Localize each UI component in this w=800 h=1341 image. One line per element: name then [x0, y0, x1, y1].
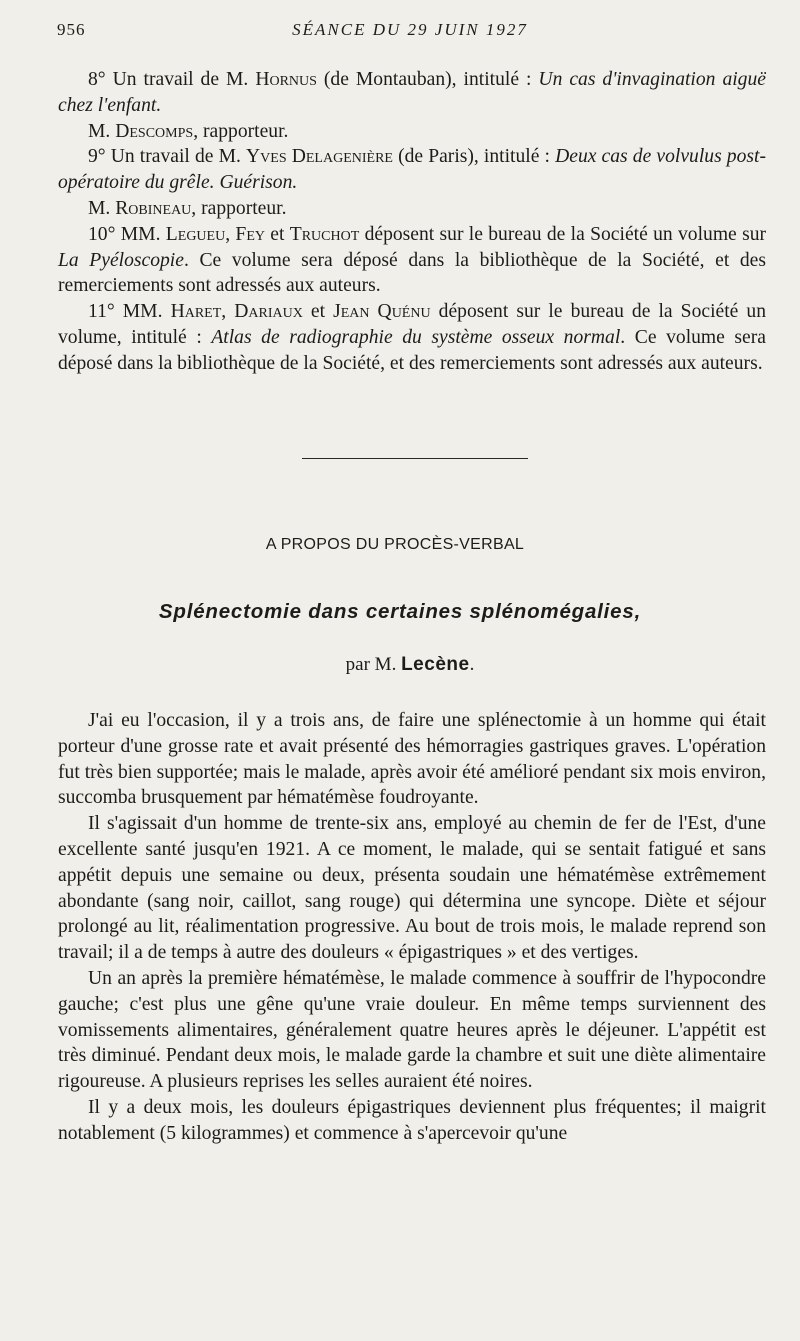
item-9-rapporteur: M. Robineau, rapporteur. [88, 197, 287, 219]
section-divider [302, 458, 528, 459]
byline: par M. Lecène. [345, 654, 475, 675]
item-8-rapporteur: M. Descomps, rapporteur. [88, 120, 289, 142]
section-heading: A PROPOS DU PROCÈS-VERBAL [265, 536, 525, 553]
item-10: 10° MM. Legueu, Fey et Truchot déposent sur le bureau de la Société un volume sur La Pyéloscopie. Ce volume sera déposé dans la bibliothèque de la Société, et des remerciements sont adressés aux auteurs. [58, 223, 767, 297]
running-title: SÉANCE DU 29 JUIN 1927 [292, 20, 528, 39]
running-head [57, 20, 763, 44]
item-8: 8° Un travail de M. Hornus (de Montauban), intitulé : Un cas d'invagination aiguë chez l'enfant. [58, 69, 766, 116]
body-paragraph: Il s'agissait d'un homme de trente-six ans, employé au chemin de fer de l'Est, d'une excellente santé jusqu'en 1921. A ce moment, le malade, qui se sentait fatigué et sans appétit depuis une semaine ou deux, présenta soudain une hématémèse extrêmement abondante (sang noir, caillot, sang rouge) qui détermina une syncope. Diète et séjour prolongé au lit, réalimentation progressive. Au bout de trois mois, le malade reprend son travail; il a de temps à autre des douleurs « épigastriques » et des vertiges. [58, 813, 766, 964]
author-name: Lecène [401, 654, 470, 675]
body-paragraph: Un an après la première hématémèse, le malade commence à souffrir de l'hypocondre gauche; c'est plus une gêne qu'une vraie douleur. En même temps surviennent des vomissements alimentaires, généralement quatre heures après le déjeuner. L'appétit est très diminué. Pendant deux mois, le malade garde la chambre et suit une diète alimentaire rigoureuse. A plusieurs reprises les selles auraient été noires. [58, 967, 766, 1093]
item-9: 9° Un travail de M. Yves Delagenière (de Paris), intitulé : Deux cas de volvulus post-opératoire du grêle. Guérison. [58, 146, 766, 194]
body-paragraph: J'ai eu l'occasion, il y a trois ans, de faire une splénectomie à un homme qui était porteur d'une grosse rate et avait présenté des hémorragies gastriques graves. L'opération fut très bien supportée; mais le malade, après avoir été amélioré pendant six mois environ, succomba brusquement par hématémèse foudroyante. [58, 710, 766, 809]
proceedings-list [58, 67, 766, 377]
body-paragraph: Il y a deux mois, les douleurs épigastriques deviennent plus fréquentes; il maigrit notablement (5 kilogrammes) et commence à s'apercevoir qu'une [58, 1096, 766, 1144]
article-title: Splénectomie dans certaines splénomégalies, [158, 600, 642, 623]
item-11: 11° MM. Haret, Dariaux et Jean Quénu déposent sur le bureau de la Société un volume, intitulé : Atlas de radiographie du système osseux normal. Ce volume sera déposé dans la bibliothèque de la Société, et des remerciements sont adressés aux auteurs. [58, 301, 767, 374]
page-number: 956 [57, 20, 86, 39]
article-body [58, 708, 766, 1147]
